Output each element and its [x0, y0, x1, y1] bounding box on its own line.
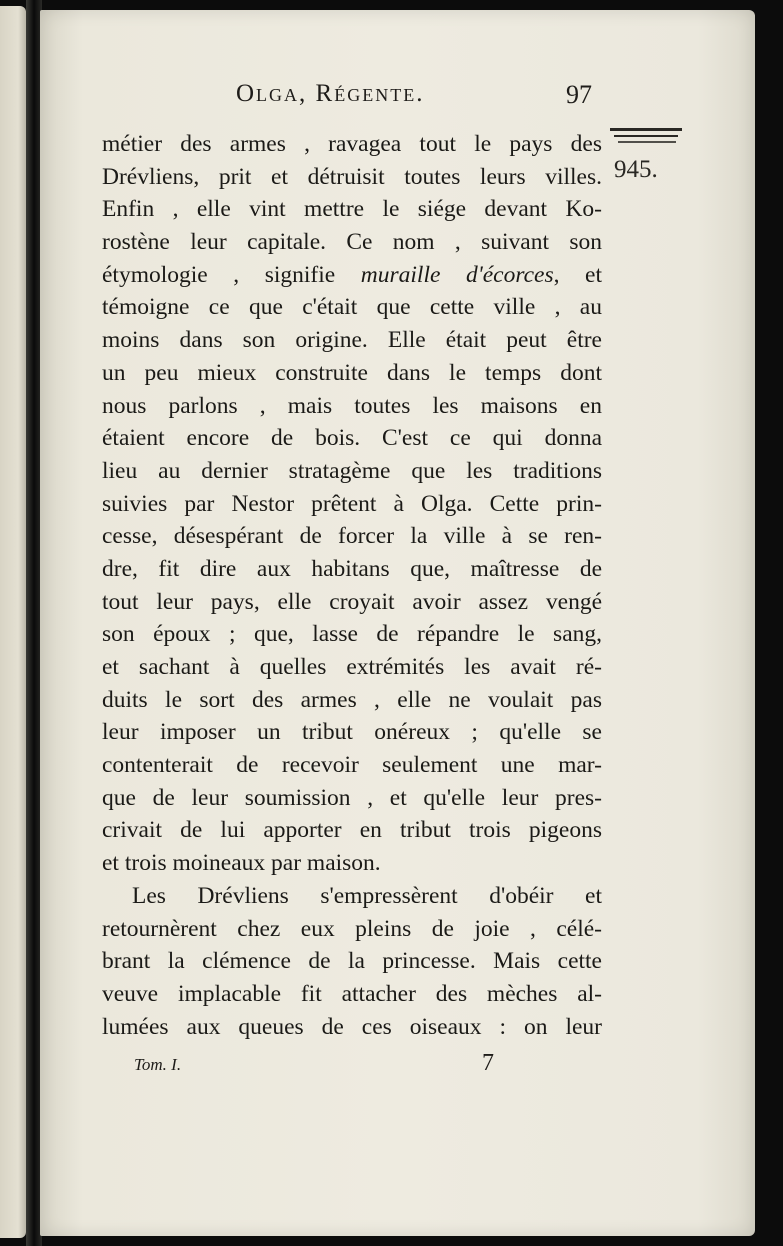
- text-line: retournèrent chez eux pleins de joie , célé-: [102, 915, 602, 942]
- text-line: crivait de lui apporter en tribut trois pigeons: [102, 817, 602, 844]
- text-line: Drévliens, prit et détruisit toutes leurs villes.: [102, 163, 602, 190]
- margin-rule: [618, 141, 676, 143]
- text-line: contenterait de recevoir seulement une mar-: [102, 752, 602, 779]
- text-segment: , et: [553, 261, 603, 288]
- text-line: duits le sort des armes , elle ne voulait pas: [102, 686, 602, 713]
- text-line: un peu mieux construite dans le temps dont: [102, 359, 602, 386]
- text-line: leur imposer un tribut onéreux ; qu'elle se: [102, 719, 602, 746]
- text-line: [102, 259, 602, 292]
- margin-rule: [614, 135, 678, 137]
- text-line: témoigne ce que c'était que cette ville , au: [102, 294, 602, 321]
- text-line: Les Drévliens s'empressèrent d'obéir et: [132, 882, 602, 909]
- text-segment: étymologie , signifie: [102, 261, 336, 288]
- text-line: rostène leur capitale. Ce nom , suivant son: [102, 229, 602, 256]
- text-line: métier des armes , ravagea tout le pays des: [102, 131, 602, 157]
- text-line: brant la clémence de la princesse. Mais cette: [102, 948, 602, 975]
- text-line: et sachant à quelles extrémités les avait ré-: [102, 654, 602, 680]
- page-number: 97: [566, 80, 592, 109]
- adjacent-page-edge: [0, 6, 26, 1238]
- signature-mark: Tom. I.: [134, 1055, 182, 1074]
- text-line: suivies par Nestor prêtent à Olga. Cette prin-: [102, 490, 602, 517]
- text-line: étaient encore de bois. C'est ce qui donna: [102, 425, 602, 452]
- sheet-number: 7: [482, 1050, 494, 1076]
- text-line: dre, fit dire aux habitans que, maîtresse de: [102, 555, 602, 582]
- text-line: moins dans son origine. Elle était peut être: [102, 327, 602, 354]
- text-line: et trois moineaux par maison.: [102, 850, 381, 877]
- text-line: Enfin , elle vint mettre le siége devant Ko-: [102, 196, 602, 223]
- text-line: lieu au dernier stratagème que les traditions: [102, 457, 602, 484]
- text-line: nous parlons , mais toutes les maisons en: [102, 392, 602, 419]
- running-head: Olga, Régente.: [236, 80, 425, 107]
- text-line: que de leur soumission , et qu'elle leur pres-: [102, 784, 602, 811]
- margin-year-note: 945.: [614, 156, 658, 183]
- margin-rule: [610, 128, 682, 131]
- text-line: veuve implacable fit attacher des mèches al-: [102, 980, 602, 1007]
- text-line: son époux ; que, lasse de répandre le sang,: [102, 621, 602, 648]
- text-line: tout leur pays, elle croyait avoir assez vengé: [102, 588, 602, 615]
- text-line: cesse, désespérant de forcer la ville à se ren-: [102, 523, 602, 550]
- body-text: [102, 128, 602, 1043]
- italic-phrase: muraille d'écorces: [360, 261, 554, 288]
- text-line: lumées aux queues de ces oiseaux : on leur: [102, 1013, 602, 1040]
